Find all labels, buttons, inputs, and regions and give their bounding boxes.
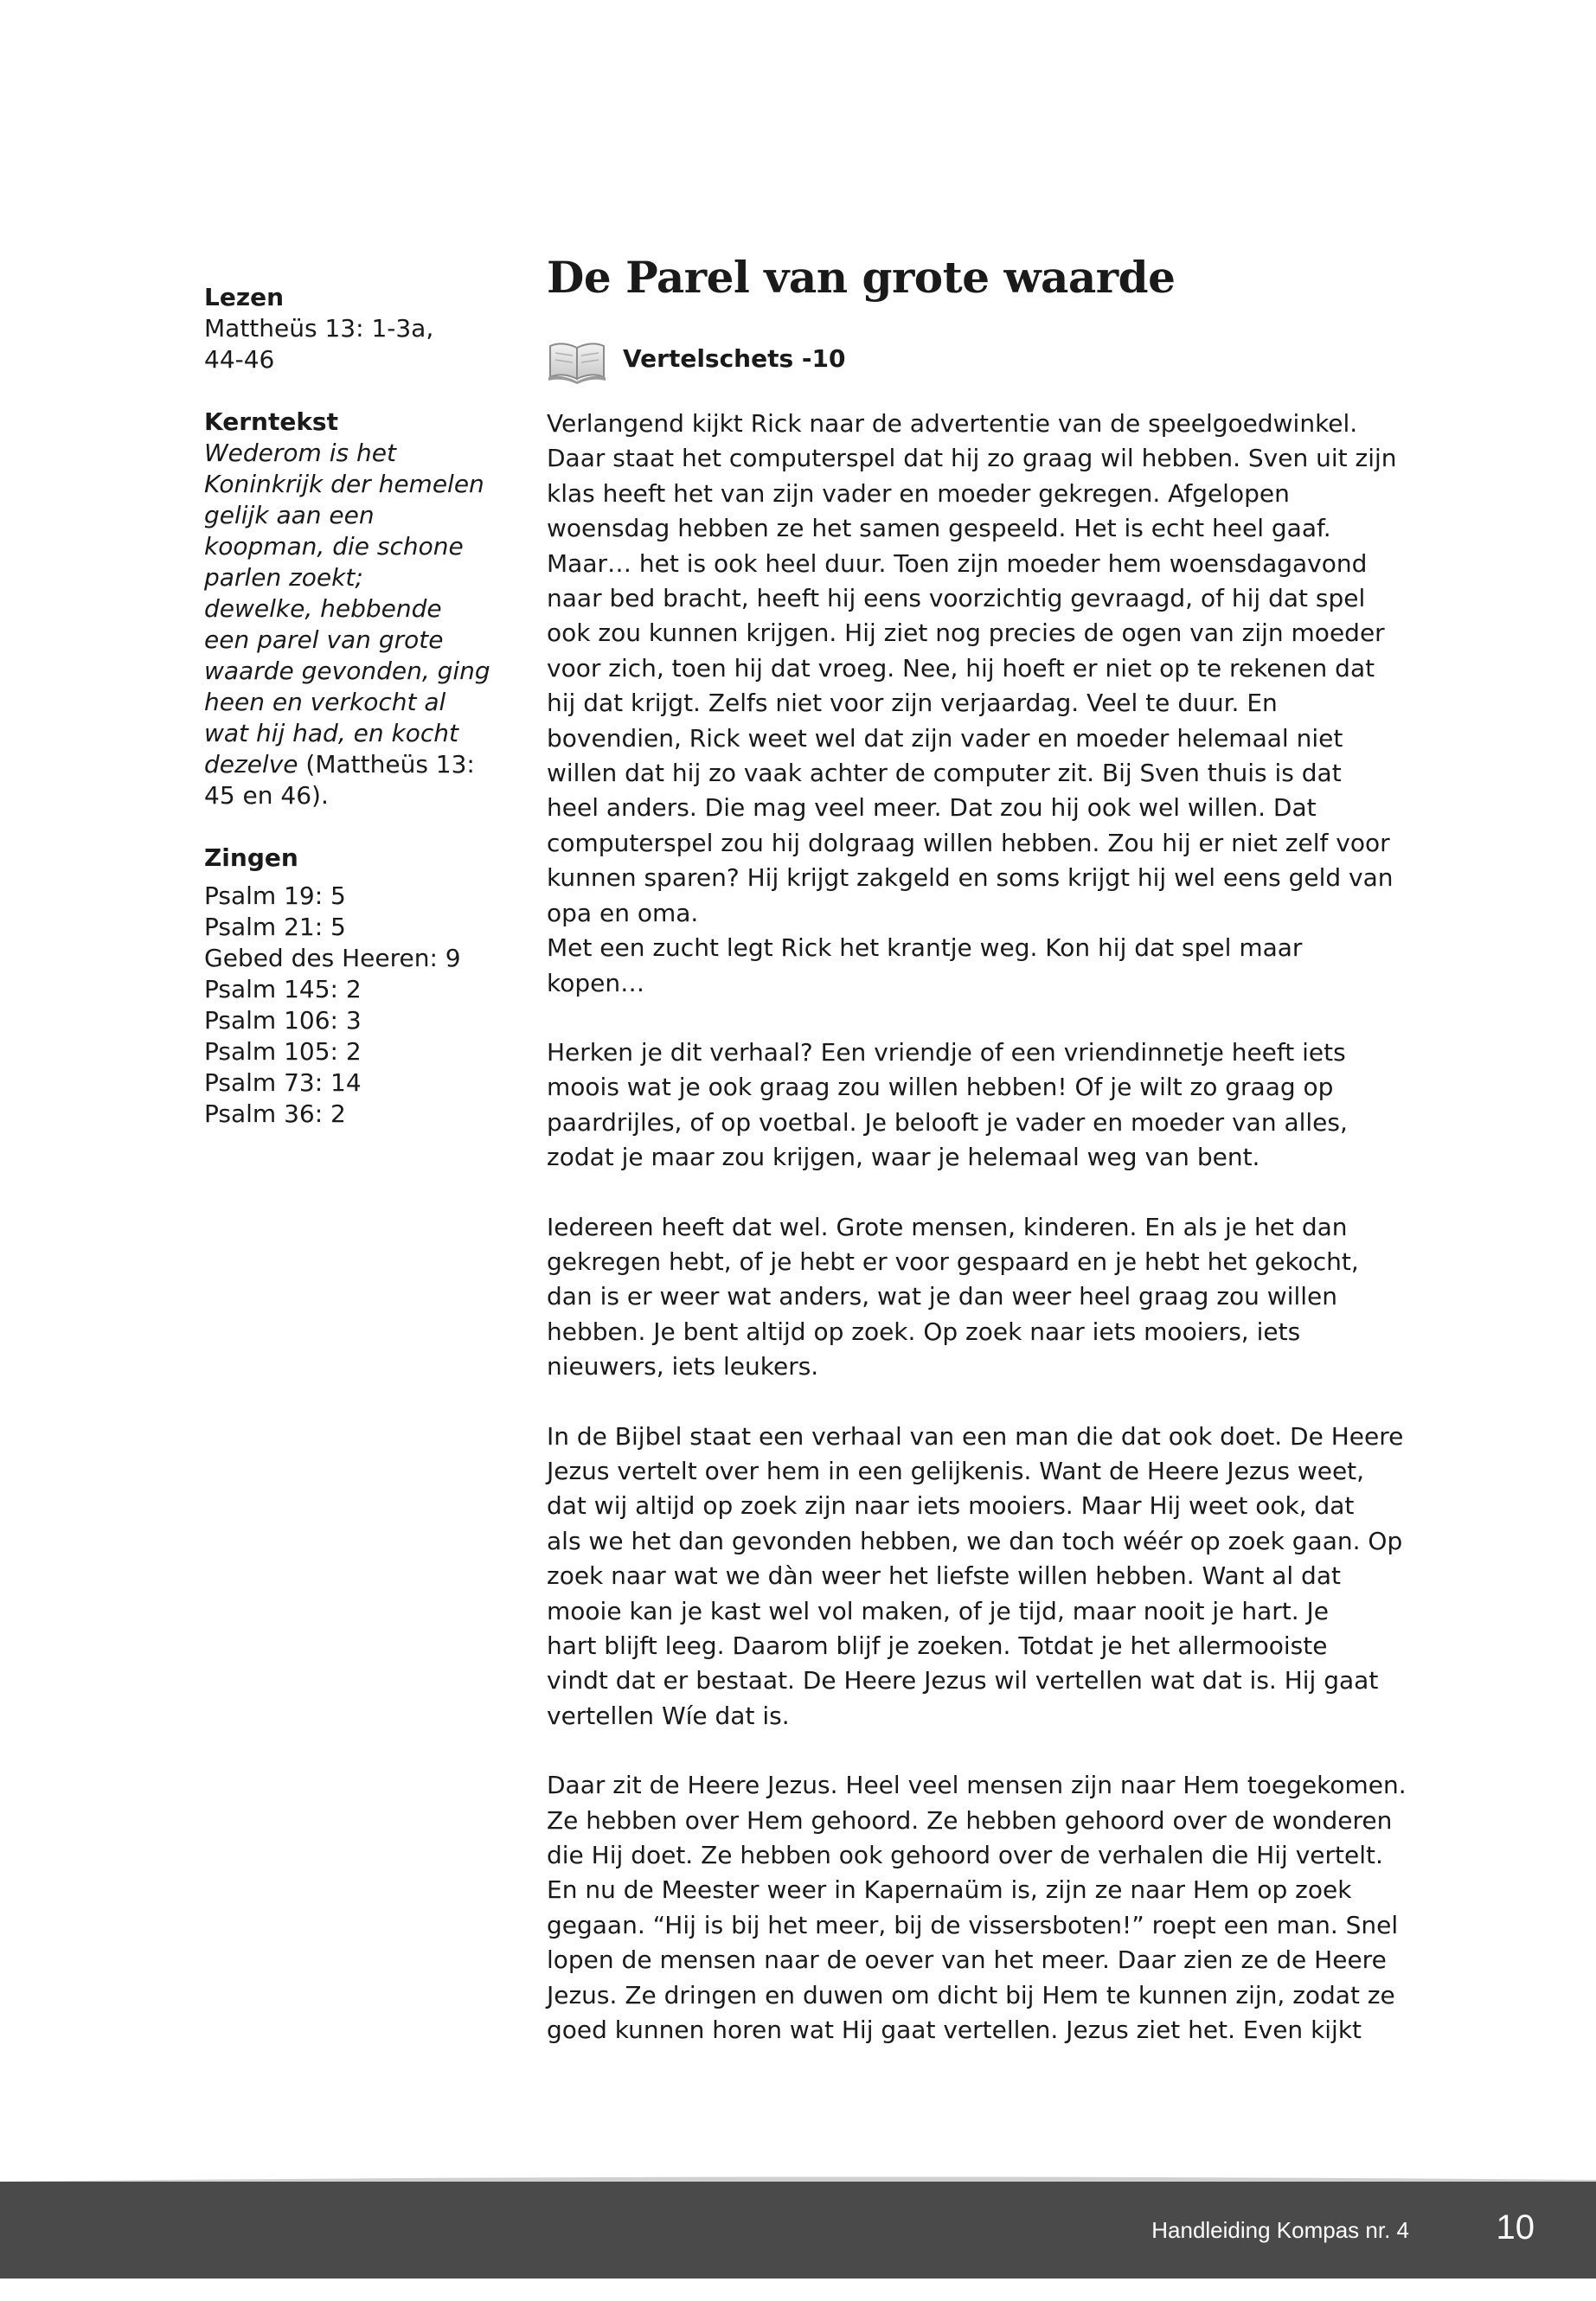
song-item: Gebed des Heeren: 9 — [204, 944, 461, 972]
song-item: Psalm 36: 2 — [204, 1099, 346, 1128]
footer-title: Handleiding Kompas nr. 4 — [1151, 2217, 1409, 2243]
song-item: Psalm 105: 2 — [204, 1037, 362, 1066]
main-content — [547, 247, 1420, 2082]
page-title: De Parel van grote waarde — [547, 252, 1176, 303]
lezen-text: Mattheüs 13: 1-3a, 44-46 — [204, 314, 434, 374]
song-item: Psalm 106: 3 — [204, 1006, 362, 1035]
open-book-icon — [547, 334, 607, 384]
song-item: Psalm 73: 14 — [204, 1068, 362, 1097]
paragraph: Daar zit de Heere Jezus. Heel veel mensen zijn naar Hem toegekomen. Ze hebben over Hem gehoord. Ze hebben gehoord over de wonderen die Hij doet. Ze hebben ook gehoord over de verhalen die Hij vertelt. En nu de Meester weer in Kapernaüm is, zijn ze naar Hem op zoek gegaan. “Hij is bij het meer, bij de vissersboten!” roept een man. Snel lopen de mensen naar de oever van het meer. Daar zien ze de Heere Jezus. Ze dringen en duwen om dicht bij Hem te kunnen zijn, zodat ze goed kunnen horen wat Hij gaat vertellen. Jezus ziet het. Even kijkt — [547, 1771, 1407, 2045]
paragraph: Herken je dit verhaal? Een vriendje of een vriendinnetje heeft iets moois wat je ook graag zou willen hebben! Of je wilt zo graag op paardrijles, of op voetbal. Je belooft je vader en moeder van alles, zodat je maar zou krijgen, waar je helemaal weg van bent. — [547, 1037, 1348, 1172]
subheader-label: Vertelschets -10 — [623, 344, 846, 373]
paragraph: Iedereen heeft dat wel. Grote mensen, kinderen. En als je het dan gekregen hebt, of je hebt er voor gespaard en je hebt het gekocht, dan is er weer wat anders, wat je dan weer heel graag zou willen hebben. Je bent altijd op zoek. Op zoek naar iets mooiers, iets nieuwers, iets leukers. — [547, 1212, 1359, 1381]
kerntekst-quote: Wederom is het Koninkrijk der hemelen gelijk aan een koopman, die schone parlen zoekt; dewelke, hebbende een parel van grote waarde gevonden, ging heen en verkocht al wat hij had, en kocht dezelve — [204, 439, 490, 779]
paragraph: Verlangend kijkt Rick naar de advertentie van de speelgoedwinkel. Daar staat het computerspel dat hij zo graag wil hebben. Sven uit zijn klas heeft het van zijn vader en moeder gekregen. Afgelopen woensdag hebben ze het samen gespeeld. Het is echt heel gaaf. Maar… het is ook heel duur. Toen zijn moeder hem woensdagavond naar bed bracht, heeft hij eens voorzichtig gevraagd, of hij dat spel ook zou kunnen krijgen. Hij ziet nog precies de ogen van zijn moeder voor zich, toen hij dat vroeg. Nee, hij hoeft er niet op te rekenen dat hij dat krijgt. Zelfs niet voor zijn verjaardag. Veel te duur. En bovendien, Rick weet wel dat zijn vader en moeder helemaal niet willen dat hij zo vaak achter de computer zit. Bij Sven thuis is dat heel anders. Die mag veel meer. Dat zou hij ook wel willen. Dat computerspel zou hij dolgraag willen hebben. Zou hij er niet zelf voor kunnen sparen? Hij krijgt zakgeld en soms krijgt hij wel eens geld van opa en oma. Met een zucht legt Rick het krantje weg. Kon hij dat spel maar kopen… — [547, 409, 1397, 997]
body-text — [547, 407, 1420, 2048]
kerntekst-reference: (Mattheüs 13: 45 en 46). — [204, 750, 475, 810]
song-list — [204, 881, 498, 1130]
kerntekst-heading: Kerntekst — [204, 407, 338, 436]
song-item: Psalm 19: 5 — [204, 881, 346, 910]
song-item: Psalm 145: 2 — [204, 975, 362, 1003]
lezen-heading: Lezen — [204, 283, 285, 311]
zingen-heading: Zingen — [204, 843, 298, 872]
song-item: Psalm 21: 5 — [204, 913, 346, 941]
sidebar — [204, 282, 498, 1130]
page-number: 10 — [1496, 2208, 1535, 2247]
kerntekst-text — [204, 438, 498, 811]
subheader — [547, 332, 1420, 386]
paragraph: In de Bijbel staat een verhaal van een man die dat ook doet. De Heere Jezus vertelt over hem in een gelijkenis. Want de Heere Jezus weet, dat wij altijd op zoek zijn naar iets mooiers. Maar Hij weet ook, dat als we het dan gevonden hebben, we dan toch wéér op zoek gaan. Op zoek naar wat we dàn weer het liefste willen hebben. Want al dat mooie kan je kast wel vol maken, of je tijd, maar nooit je hart. Je hart blijft leeg. Daarom blijf je zoeken. Totdat je het allermooiste vindt dat er bestaat. De Heere Jezus wil vertellen wat dat is. Hij gaat vertellen Wíe dat is. — [547, 1421, 1404, 1730]
